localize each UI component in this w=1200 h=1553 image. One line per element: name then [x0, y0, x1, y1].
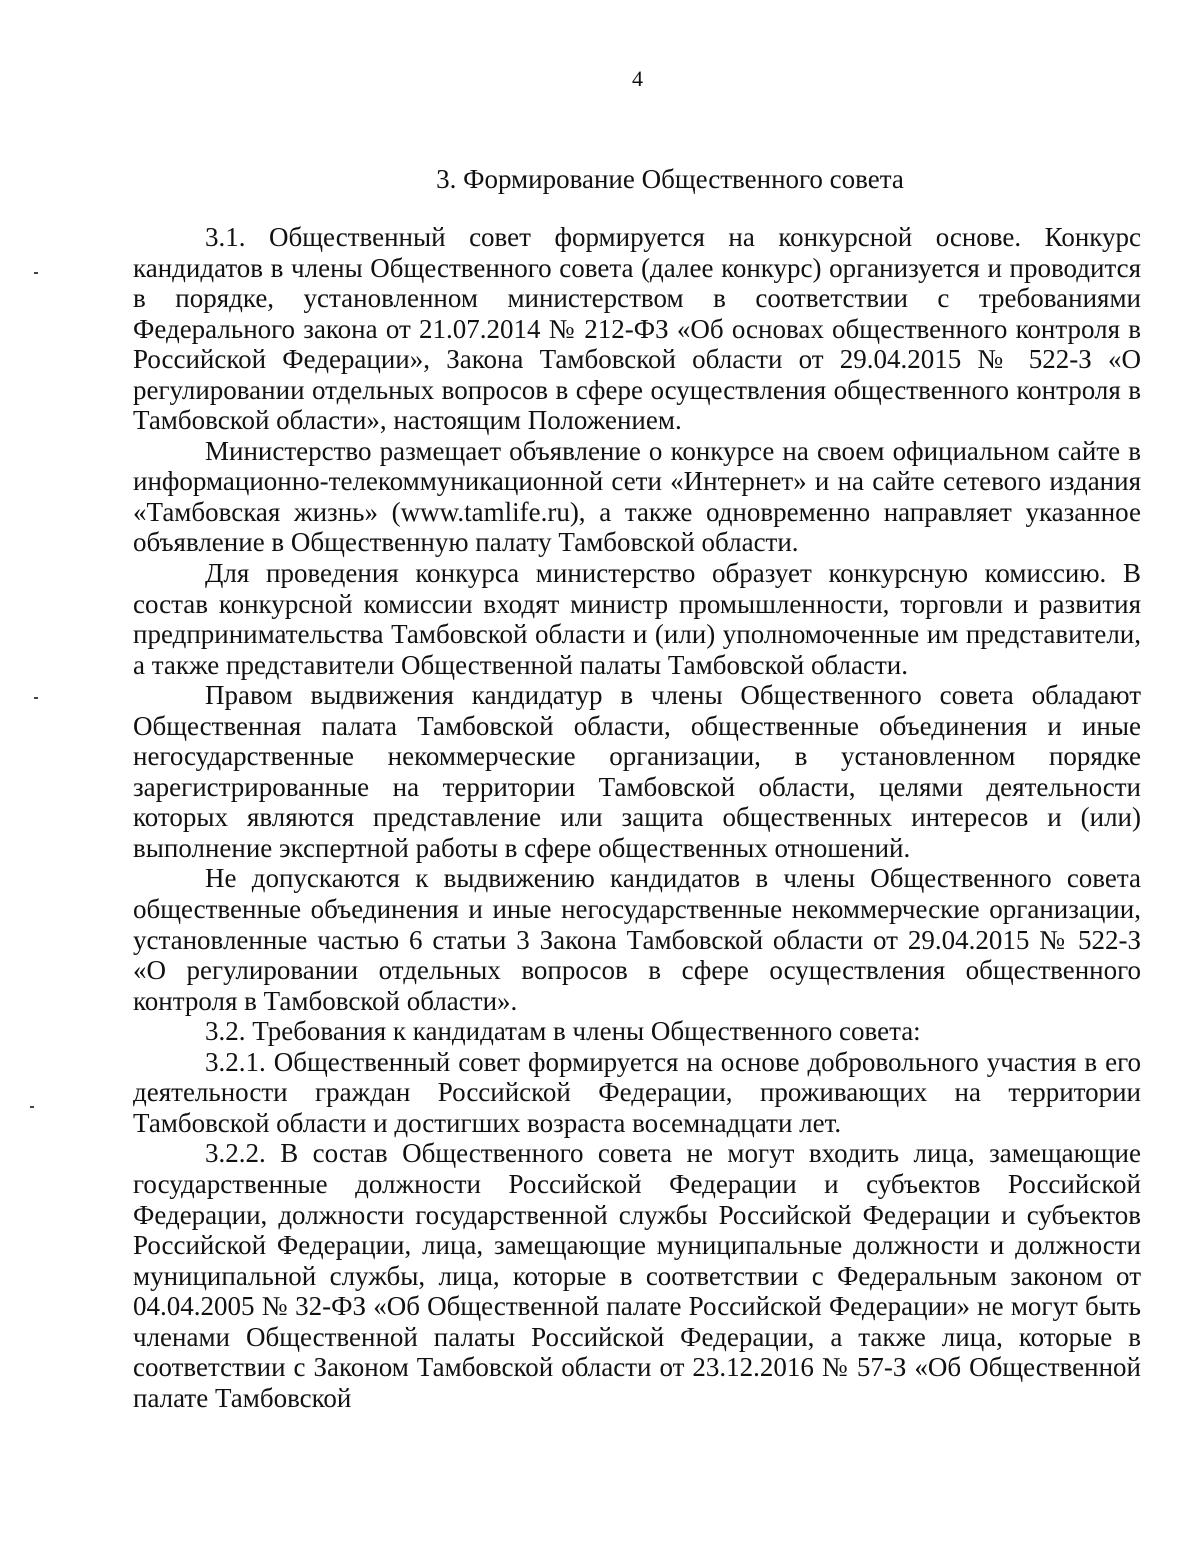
- paragraph-not-allowed: Не допускаются к выдвижению кандидатов в члены Общественного совета общественные объединения и иные негосударственные некоммерческие организации, установленные частью 6 статьи 3 Закона Тамбовской области от 29.04.2015 № 522-З «О регулировании отдельных вопросов в сфере осуществления общественного контроля в Тамбовской области».: [133, 863, 1141, 1016]
- paragraph-3-2-2: 3.2.2. В состав Общественного совета не могут входить лица, замещающие государственные должности Российской Федерации и субъектов Российской Федерации, должности государственной службы Российской Федерации и субъектов Российской Федерации, лица, замещающие муниципальные должности и должности муниципальной службы, лица, которые в соответствии с Федеральным законом от 04.04.2005 № 32-ФЗ «Об Общественной палате Российской Федерации» не могут быть членами Общественной палаты Российской Федерации, а также лица, которые в соответствии с Законом Тамбовской области от 23.12.2016 № 57-З «Об Общественной палате Тамбовской: [133, 1138, 1141, 1413]
- section-heading: 3. Формирование Общественного совета: [436, 164, 904, 194]
- paragraph-3-2: 3.2. Требования к кандидатам в члены Общественного совета:: [205, 1016, 921, 1047]
- scan-speck: [34, 697, 38, 699]
- paragraph-nomination-right: Правом выдвижения кандидатур в члены Общественного совета обладают Общественная палата Тамбовской области, общественные объединения и иные негосударственные некоммерческие организации, в установленном порядке зарегистрированные на территории Тамбовской области, целями деятельности которых являются представление или защита общественных интересов и (или) выполнение экспертной работы в сфере общественных отношений.: [133, 680, 1141, 863]
- paragraph-announcement: Министерство размещает объявление о конкурсе на своем официальном сайте в информационно-телекоммуникационной сети «Интернет» и на сайте сетевого издания «Тамбовская жизнь» (www.tamlife.ru), а также одновременно направляет указанное объявление в Общественную палату Тамбовской области.: [133, 435, 1141, 558]
- paragraph-commission: Для проведения конкурса министерство образует конкурсную комиссию. В состав конкурсной комиссии входят министр промышленности, торговли и развития предпринимательства Тамбовской области и (или) уполномоченные им представители, а также представители Общественной палаты Тамбовской области.: [133, 558, 1141, 680]
- paragraph-3-1: 3.1. Общественный совет формируется на конкурсной основе. Конкурс кандидатов в члены Общественного совета (далее конкурс) организуется и проводится в порядке, установленном министерством в соответствии с требованиями Федерального закона от 21.07.2014 № 212-ФЗ «Об основах общественного контроля в Российской Федерации», Закона Тамбовской области от 29.04.2015 № 522-З «О регулировании отдельных вопросов в сфере осуществления общественного контроля в Тамбовской области», настоящим Положением.: [133, 222, 1141, 436]
- document-body: [133, 222, 1141, 1413]
- scan-speck: [34, 272, 38, 274]
- scan-speck: [30, 1106, 34, 1108]
- page-number: 4: [632, 66, 643, 91]
- paragraph-3-2-1: 3.2.1. Общественный совет формируется на основе добровольного участия в его деятельности граждан Российской Федерации, проживающих на территории Тамбовской области и достигших возраста восемнадцати лет.: [133, 1046, 1141, 1138]
